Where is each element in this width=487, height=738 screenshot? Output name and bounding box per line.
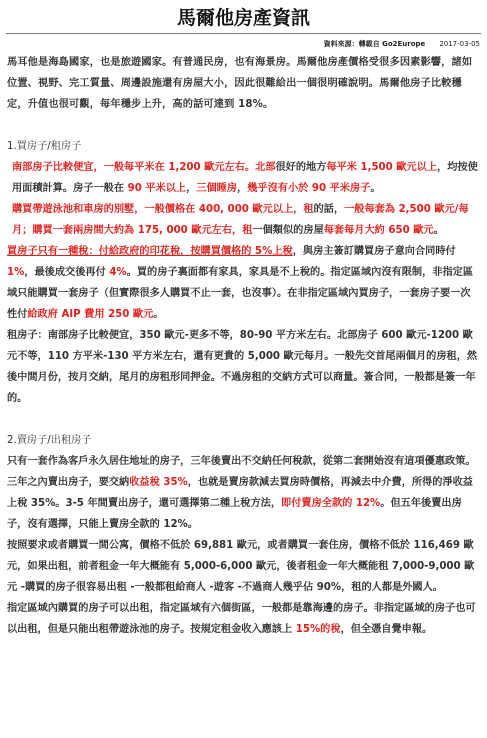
text-run: 。 (433, 225, 444, 236)
section1-paragraph-1 (7, 157, 480, 199)
text-run: 收益稅 35% (129, 477, 188, 488)
page-title: 馬爾他房產資訊 (176, 7, 310, 29)
text-run: 租 (303, 204, 314, 215)
text-run: 買房子只有一種稅：付給政府的印花稅，按購買價格的 5%上稅 (7, 246, 293, 257)
text-run: ，均按使用面積計算。房子一般在 (12, 162, 478, 194)
text-run: 一般每平米在 1,200 歐元左右。 (103, 162, 256, 173)
text-run: 1% (7, 267, 25, 278)
text-run: 。買的房子裏面都有家具，家具是不上稅的。指定區域內沒有限制，非指定區域只能購買一套房子（但實際很多人購買不止一套，也沒事）。在非指定區域內買房子，一套房子要一次性付 (7, 267, 474, 320)
source-line (7, 39, 480, 52)
text-run: 。 (153, 309, 164, 320)
text-run: 。但五年後賣出房子，沒有選擇，只能上賣房全款的 12%。 (7, 498, 462, 530)
text-run: 幾乎沒有小於 90 平米房子 (247, 183, 371, 194)
text-run: 90 平米以上 (127, 183, 187, 194)
text-run: 三個睡房 (196, 183, 238, 194)
text-run: 4% (109, 267, 127, 278)
text-run: 北部 (255, 162, 276, 173)
text-run: 每平米 1,500 歐元以上 (326, 162, 438, 173)
title-divider (6, 33, 481, 34)
text-run: ，一般價格在 400, 000 歐元以上， (134, 204, 304, 215)
text-run: 每套每月大約 650 歐元 (323, 225, 434, 236)
text-run: 的話， (313, 204, 345, 215)
text-run: ，與房主簽訂購買房子意向合同時付 (292, 246, 456, 257)
section2-paragraph-2: 按照要求或者購買一間公寓，價格不低於 69,881 歐元，或者購買一套住房，價格不低於 116,469 歐元，如果出租，前者租金一年大概能有 5,000-6,000 歐元，後者租金一年大概能租 7,000-9,000 歐元 -購買的房子很容易出租 -一般都租給商人 -遊客 -不過商人幾乎佔 90%，租的人都是外國人。 (7, 540, 475, 593)
section1-paragraph-4: 租房子：南部房子比較便宜，350 歐元-更多不等，80-90 平方米左右。北部房子 600 歐元-1200 歐元不等，110 方平米-130 平方米左右，還有更貴的 5,000 歐元每月。一般先交首尾兩個月的房租，然後中間月份，按月交納，尾月的房租形同押金。不過房租的交納方式可以商量。簽合同，一般都是簽一年的。 (7, 330, 478, 404)
text-run: 租 (242, 225, 253, 236)
text-run: ， (237, 183, 248, 194)
text-run: ，也就是賣房款減去買房時價格，再減去中介費，所得的淨收益上稅 35%。3-5 年間賣出房子，還可選擇第二種上稅方法， (7, 477, 473, 509)
text-run: 購買帶遊泳池和車房的別墅 (12, 204, 135, 215)
section2-heading: 2.賣房子/出租房子 (7, 435, 92, 446)
section2-paragraph-1 (7, 451, 480, 535)
text-run: ， (186, 183, 197, 194)
section1-paragraph-2 (7, 199, 480, 241)
text-run: 指定區域內購買的房子可以出租，指定區域有六個街區，一般都是靠海邊的房子。非指定區域的房子也可以出租，但是只能出租帶遊泳池的房子。按規定租金收入應該上 (7, 603, 476, 635)
text-run: ，最後成交後再付 (24, 267, 110, 278)
text-run: 一個類似的房屋 (252, 225, 324, 236)
text-run: 給政府 AIP 費用 250 歐元 (27, 309, 154, 320)
text-run: 只有一套作為客戶永久居住地址的房子，三年後賣出不交納任何稅款，從第二套開始沒有這項優惠政策。 三年之內賣出房子，要交納 (7, 456, 476, 488)
text-run: 15%的稅 (295, 624, 341, 635)
section1-paragraph-3 (7, 241, 480, 325)
text-run: ，但全憑自覺申報。 (340, 624, 433, 635)
spacer (7, 409, 480, 430)
source-label: 資料來源：轉載自 Go2Europe (323, 40, 426, 48)
text-run: 很好的地方 (275, 162, 327, 173)
section2-paragraph-3 (7, 598, 480, 640)
text-run: 南部房子比較便宜， (12, 162, 104, 173)
spacer (7, 115, 480, 136)
intro-paragraph: 馬耳他是海島國家，也是旅遊國家。有普通民房，也有海景房。馬爾他房產價格受很多因素影響，諸如位置、視野、完工質量、周邊設施還有房屋大小，因此很難給出一個很明確說明。馬爾他房子比較穩定，升值也很可觀，每年穩步上升，高的話可達到 18%。 (7, 57, 473, 110)
section1-heading: 1.買房子/租房子 (7, 141, 82, 152)
text-run: 即付賣房全款的 12% (281, 498, 381, 509)
text-run: 一般每套為 2,500 歐元/每 月；購買一套兩房間大約為 175, 000 歐元左右， (12, 204, 479, 236)
source-date: 2017-03-05 (439, 40, 480, 48)
text-run: 。 (370, 183, 381, 194)
